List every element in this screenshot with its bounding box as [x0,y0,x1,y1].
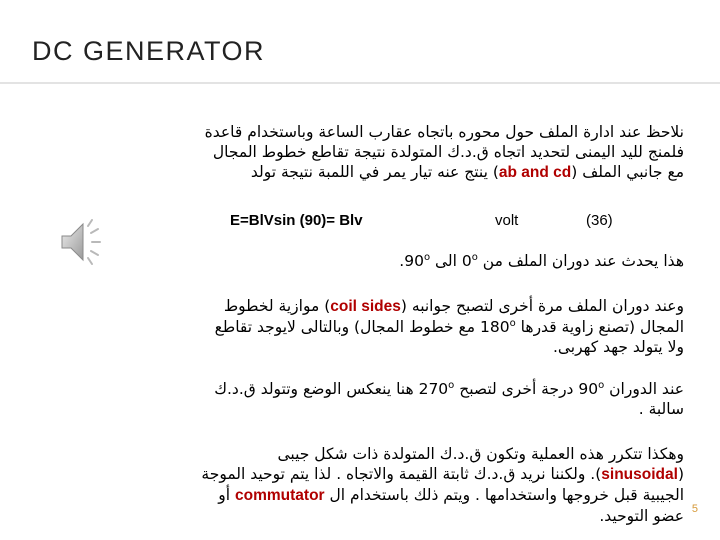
p3-deg-180 [480,318,516,336]
p1-line-3-pre: مع جانبي الملف ( [571,163,684,181]
p3-line-1-pre: وعند دوران الملف مرة أخرى لتصبح جوانبه ( [400,297,684,315]
p3-line-1 [34,296,684,317]
p4-deg-90 [578,380,604,398]
p3-line-2 [34,317,684,337]
p3-deg-180-value: 180 [480,318,510,336]
p5-line-3 [50,485,684,506]
equation-number: (36) [586,212,613,229]
title-divider [0,82,720,84]
p4-deg-90-value: 90 [578,380,599,398]
equation-unit: volt [495,212,519,229]
p2-text-pre: هذا يحدث عند دوران الملف من [477,252,684,270]
term-commutator: commutator [235,487,325,504]
term-ab: ab [498,164,517,181]
equation-line [0,212,720,232]
term-sinusoidal: sinusoidal [601,466,678,483]
p4-deg-270-value: 270 [418,380,449,398]
p2-deg-90-value: 90 [404,252,424,270]
p4-line-1-pre: عند الدوران [604,380,684,398]
p4-line-1-post: هنا ينعكس الوضع وتتولد ق.د.ك [214,380,419,398]
p4-line-1-mid: درجة أخرى لتصبح [454,380,579,398]
p4-line-2: سالبة . [638,400,684,418]
p2-deg-90 [404,252,430,270]
p4-deg-270 [419,380,455,398]
p4-line-1 [34,379,684,399]
p2-deg-0-value: 0 [461,252,472,270]
p3-deg-180-sup: o [509,317,516,329]
page-number: 5 [691,503,698,515]
p2-deg-90-sup: o [423,251,431,263]
p5-line-3-pre: الجيبية قبل خروجها واستخدامها . ويتم ذلك باستخدام ال [324,486,684,504]
p1-line-3 [34,162,684,183]
p1-line-1: نلاحظ عند ادارة الملف حول محوره باتجاه عقارب الساعة وباستخدام قاعدة [204,123,684,141]
p5-line-4: عضو التوحيد. [599,507,684,525]
p3-line-2-post: مع خطوط المجال) وبالتالى لايوجد تقاطع [214,318,481,336]
term-coil-sides: coil sides [330,298,401,315]
term-cd: cd [553,164,572,181]
p4-deg-90-sup: o [598,379,605,391]
paragraph-4 [34,379,684,419]
paragraph-1 [34,122,684,183]
p5-line-2-pre: ( [677,465,684,483]
paragraph-2 [284,251,684,271]
p5-line-3-post: أو [218,486,236,504]
p2-deg-0 [462,252,478,270]
p5-line-2 [50,464,684,485]
slide-title: DC GENERATOR [32,36,266,66]
p1-line-2: فلمنج لليد اليمنى لتحديد اتجاه ق.د.ك المتولدة نتيجة تقاطع خطوط المجال [212,143,684,161]
p1-line-3-post: ) ينتج عنه تيار يمر في اللمبة نتيجة تولد [250,163,499,181]
term-and: and [516,164,554,181]
p3-line-2-pre: المجال (تصنع زاوية قدرها [515,318,684,336]
p2-text-mid: الى [430,252,462,270]
paragraph-5 [50,444,684,526]
p2-text-end: . [399,252,405,270]
p3-line-1-post: ) موازية لخطوط [223,297,331,315]
p5-line-2-post: ). ولكننا نريد ق.د.ك ثابتة القيمة والاتجاه . لذا يتم توحيد الموجة [201,465,602,483]
p4-deg-270-sup: o [448,379,455,391]
p2-deg-0-sup: o [471,251,478,263]
p5-line-1: وهكذا تتكرر هذه العملية وتكون ق.د.ك المتولدة ذات شكل جيبى [277,445,684,463]
p3-line-3: ولا يتولد جهد كهربى. [552,338,684,356]
p1-ab-and-cd [499,164,571,181]
paragraph-3 [34,296,684,357]
equation-formula: E=BlVsin (90)= Blv [230,212,363,229]
